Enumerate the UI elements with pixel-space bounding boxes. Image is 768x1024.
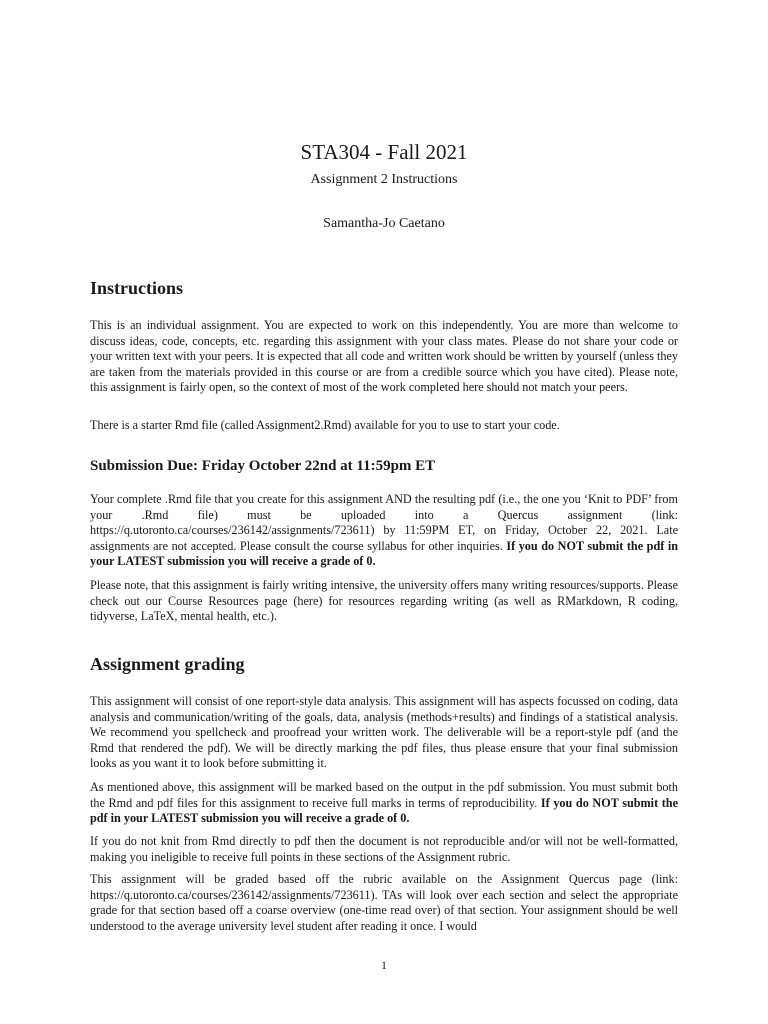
section-heading-grading: Assignment grading [90,654,245,674]
submission-paragraph-1 [90,492,678,570]
page-number: 1 [381,958,387,972]
document-author: Samantha-Jo Caetano [323,216,445,231]
document-subtitle: Assignment 2 Instructions [310,172,458,187]
instructions-paragraph-1: This is an individual assignment. You are expected to work on this independently. You are more than welcome to discuss ideas, code, concepts, etc. regarding this assignment with your class mates. Please do not share your code or your written text with your peers. It is expected that all code and written work should be written by yourself (unless they are taken from the materials provided in this course or are from a credible source which you have cited). Please note, this assignment is fairly open, so the context of most of the work completed here should not match your peers. [90,318,678,395]
instructions-paragraph-2: There is a starter Rmd file (called Assignment2.Rmd) available for you to use to start your code. [90,418,560,432]
document-title: STA304 - Fall 2021 [300,140,468,164]
grading-warning: If you do NOT submit the pdf in your LATEST submission you will receive a grade of 0. [90,795,678,826]
grading-paragraph-1: This assignment will consist of one report-style data analysis. This assignment will has aspects focussed on coding, data analysis and communication/writing of the goals, data, analysis (methods+results) and findings of a statistical analysis. We recommend you spellcheck and proofread your written work. The deliverable will be a report-style pdf (and the Rmd that rendered the pdf). We will be directly marking the pdf files, thus please ensure that your final submission looks as you want it to look before submitting it. [90,694,678,771]
grading-paragraph-2 [90,780,678,827]
submission-warning: If you do NOT submit the pdf in your LATEST submission you will receive a grade of 0. [90,538,679,569]
grading-paragraph-4: This assignment will be graded based off the rubric available on the Assignment Quercus page (link: https://q.utoronto.ca/courses/236142/assignments/723611). TAs will look over each section and select the appropriate grade for that section based off a coarse overview (one-time read over) of that section. Your assignment should be well understood to the average university level student after reading it once. I would [90,872,678,933]
grading-paragraph-3: If you do not knit from Rmd directly to pdf then the document is not reproducible and/or will not be well-formatted, making you ineligible to receive full points in these sections of the Assignment rubric. [90,834,678,864]
submission-paragraph-2: Please note, that this assignment is fairly writing intensive, the university offers many writing resources/supports. Please check out our Course Resources page (here) for resources regarding writing (as well as RMarkdown, R coding, tidyverse, LaTeX, mental health, etc.). [90,578,678,624]
section-heading-instructions: Instructions [90,278,184,298]
grading-paragraph-2-text: As mentioned above, this assignment will be marked based on the output in the pdf submission. You must submit both the Rmd and pdf files for this assignment to receive full marks in terms of reproducibility. [90,780,678,810]
submission-paragraph-1-text: Your complete .Rmd file that you create for this assignment AND the resulting pdf (i.e., the one you ‘Knit to PDF’ from your .Rmd file) must be uploaded into a Quercus assignment (link: https://q.utoronto.ca/courses/236142/assignments/723611) by 11:59PM ET, on Friday, October 22, 2021. Late assignments are not accepted. Please consult the course syllabus for other inquiries. [90,492,678,553]
section-heading-submission: Submission Due: Friday October 22nd at 11:59pm ET [90,458,436,474]
